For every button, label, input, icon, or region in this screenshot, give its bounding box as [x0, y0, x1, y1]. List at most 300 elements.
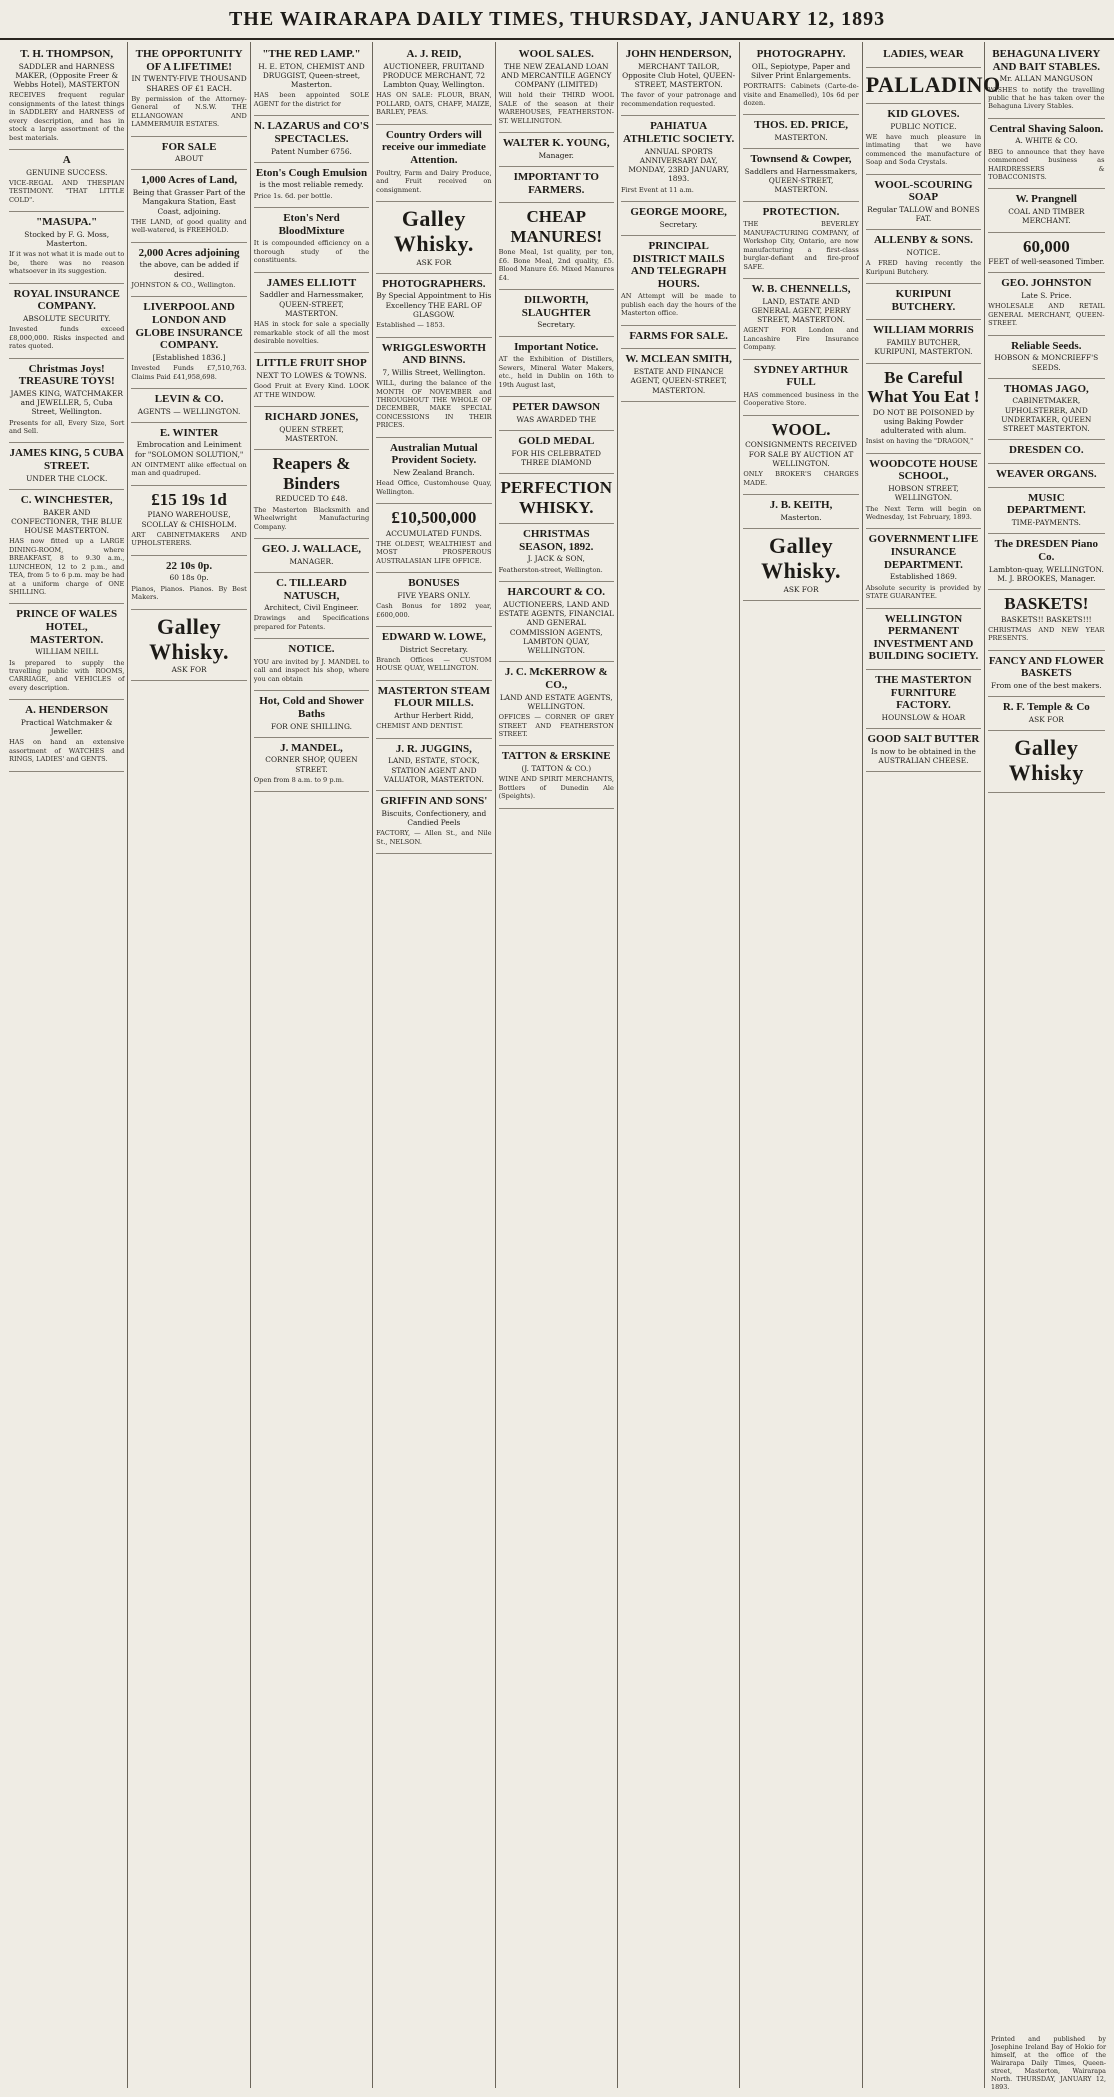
ad-subheading: SADDLER and HARNESS MAKER, (Opposite Freer & Webbs Hotel), MASTERTON	[13, 61, 120, 90]
ad-body: Drawings and Specifications prepared for Patents.	[253, 614, 370, 631]
ad-subheading: FIVE YEARS ONLY.	[397, 590, 471, 600]
ad-subheading: REDUCED TO £48.	[275, 494, 348, 504]
advertisement	[988, 731, 1104, 793]
ad-heading: GEO. J. WALLACE,	[261, 542, 362, 555]
ad-subheading: Is now to be obtained in the AUSTRALIAN CHEESE.	[870, 746, 976, 766]
advertisement	[254, 273, 369, 354]
ad-heading: WILLIAM MORRIS	[873, 324, 974, 337]
ad-body: Poultry, Farm and Dairy Produce, and Fruit received on consignment.	[376, 168, 492, 194]
ad-body: Pianos, Pianos. Pianos. By Best Makers.	[131, 584, 247, 602]
ad-heading: BONUSES	[408, 577, 460, 590]
ad-subheading: Regular TALLOW and BONES FAT.	[867, 204, 980, 224]
advertisement	[988, 44, 1104, 119]
ad-body: Will hold their THIRD WOOL SALE of the season at their WAREHOUSES, FEATHERSTON-ST. WELLINGTON.	[498, 91, 614, 125]
ad-heading: W. Prangnell	[1015, 193, 1077, 206]
column-6	[618, 42, 740, 2088]
advertisement	[866, 230, 981, 284]
advertisement	[499, 167, 614, 203]
ad-heading: J. MANDEL,	[280, 741, 343, 754]
ad-body: Head Office, Customhouse Quay, Wellington.	[376, 479, 492, 496]
ad-heading: "MASUPA."	[36, 216, 98, 229]
ad-subheading: HOUNSLOW & HOAR	[881, 713, 966, 723]
advertisement	[988, 697, 1104, 731]
ad-heading: PHOTOGRAPHY.	[756, 48, 846, 60]
ad-heading: CHEAP MANURES!	[510, 207, 603, 246]
ad-heading: Reliable Seeds.	[1011, 339, 1082, 352]
column-1	[6, 42, 128, 2088]
advertisement	[499, 474, 614, 524]
ad-heading: PRINCIPAL DISTRICT MAILS AND TELEGRAPH HOURS.	[630, 239, 727, 290]
ad-subheading: Saddlers and Harnessmakers, QUEEN-STREET, MASTERTON.	[744, 166, 858, 195]
ad-body: It is compounded efficiency on a thorough study of the constituents.	[253, 239, 370, 265]
ad-heading: Eton's Cough Emulsion	[255, 166, 368, 179]
advertisement	[866, 454, 981, 530]
ad-body: Good Fruit at Every Kind. LOOK AT THE WINDOW.	[253, 382, 370, 399]
ad-subheading: [Established 1836.]	[152, 352, 226, 362]
ad-body: YOU are invited by J. MANDEL to call and inspect his shop, where you can obtain	[253, 657, 370, 683]
ad-body: PORTRAITS: Cabinets (Carte-de-visite and Enamelled), 10s 6d per dozen.	[743, 82, 859, 108]
advertisement	[254, 44, 369, 116]
ad-subheading: Masterton.	[780, 512, 822, 522]
advertisement	[499, 582, 614, 662]
ad-heading: LITTLE FRUIT SHOP	[256, 357, 367, 370]
advertisement	[621, 116, 736, 202]
ad-body: Open from 8 a.m. to 9 p.m.	[253, 775, 344, 784]
ad-heading: THE OPPORTUNITY OF A LIFETIME!	[135, 48, 243, 73]
ad-heading: WOOL.	[771, 419, 831, 439]
advertisement	[254, 163, 369, 208]
advertisement	[866, 175, 981, 231]
ad-body: Bone Meal, 1st quality, per ton, £6. Bone Meal, 2nd quality, £5. Blood Manure £6. Mixed Manures £4.	[498, 248, 614, 282]
ad-heading: PAHIATUA ATHLETIC SOCIETY.	[623, 120, 735, 145]
ad-subheading: By Special Appointment to His Excellency THE EARL OF GLASGOW.	[376, 291, 492, 319]
ad-heading: NOTICE.	[288, 643, 335, 656]
ad-subheading: Established 1869.	[889, 572, 958, 582]
ad-heading: GEORGE MOORE,	[630, 205, 727, 218]
advertisement	[254, 353, 369, 407]
ad-heading: C. TILLEARD NATUSCH,	[276, 576, 347, 602]
ad-subheading: PIANO WAREHOUSE, SCOLLAY & CHISHOLM.	[141, 510, 237, 529]
ad-subheading: Arthur Herbert Ridd,	[394, 711, 474, 721]
advertisement	[499, 290, 614, 337]
advertisement	[499, 337, 614, 397]
ad-heading: W. MCLEAN SMITH,	[625, 353, 732, 366]
ad-body: ONLY BROKER'S CHARGES MADE.	[743, 470, 859, 487]
ad-heading: ALLENBY & SONS.	[873, 234, 973, 247]
advertisement	[376, 739, 491, 791]
advertisement	[621, 326, 736, 350]
ad-subheading: Secretary.	[537, 320, 576, 330]
ad-heading: PROTECTION.	[762, 205, 840, 218]
ad-heading: GOVERNMENT LIFE INSURANCE DEPARTMENT.	[868, 533, 979, 571]
advertisement	[988, 440, 1104, 464]
advertisement	[866, 104, 981, 175]
ad-heading: Country Orders will receive our immediate Attention.	[381, 128, 486, 166]
advertisement	[131, 423, 246, 486]
ad-subheading: CORNER SHOP, QUEEN STREET.	[265, 755, 358, 774]
advertisement	[499, 662, 614, 746]
advertisement	[499, 203, 614, 290]
advertisement	[743, 202, 858, 279]
masthead	[0, 0, 1114, 40]
advertisement	[866, 529, 981, 608]
advertisement	[131, 170, 246, 242]
ad-body: By permission of the Attorney-General of N.S.W. THE ELLANGOWAN AND LAMMERMUIR ESTATES.	[131, 94, 247, 129]
advertisement	[254, 450, 369, 539]
ad-subheading: ESTATE AND FINANCE AGENT, QUEEN-STREET, MASTERTON.	[630, 367, 727, 395]
column-8	[863, 42, 1001, 2088]
ad-body: Established — 1853.	[376, 321, 445, 330]
ad-heading: WOODCOTE HOUSE SCHOOL,	[869, 457, 978, 483]
ad-heading: £15 19s 1d	[151, 489, 227, 509]
column-5	[496, 42, 618, 2088]
ad-heading: FARMS FOR SALE.	[629, 329, 728, 342]
ad-heading: JOHN HENDERSON,	[625, 48, 732, 60]
ad-heading: CHRISTMAS SEASON, 1892.	[519, 528, 594, 553]
ad-heading: WALTER K. YOUNG,	[502, 137, 610, 150]
advertisement	[499, 431, 614, 474]
ad-body: WINE AND SPIRIT MERCHANTS, Bottlers of Dunedin Ale (Speights).	[498, 775, 614, 801]
ad-subheading: QUEEN STREET, MASTERTON.	[279, 424, 344, 444]
newspaper-title: THE WAIRARAPA DAILY TIMES, THURSDAY, JANUARY 12, 1893	[228, 8, 886, 30]
advertisement	[621, 202, 736, 236]
advertisement	[499, 397, 614, 431]
advertisement	[9, 604, 124, 700]
ad-subheading: ASK FOR	[416, 257, 452, 267]
ad-heading: THE MASTERTON FURNITURE FACTORY.	[875, 674, 972, 712]
ad-body: WISHES to notify the travelling public that he has taken over the Behaguna Livery Stables.	[988, 85, 1105, 111]
ad-heading: IMPORTANT TO FARMERS.	[513, 171, 599, 196]
ad-heading: PERFECTION WHISKY.	[500, 478, 612, 517]
ad-body: THE OLDEST, WEALTHIEST and MOST PROSPEROUS AUSTRALASIAN LIFE OFFICE.	[376, 539, 492, 565]
ad-heading: PRINCE OF WALES HOTEL, MASTERTON.	[16, 608, 118, 646]
ad-body: Presents for all, Every Size, Sort and Sell.	[9, 418, 125, 435]
ad-subheading: From one of the best makers.	[991, 680, 1102, 690]
ad-subheading: ASK FOR	[171, 665, 207, 675]
ad-heading: WEAVER ORGANS.	[995, 468, 1097, 481]
ad-subheading: MANAGER.	[289, 556, 334, 566]
ad-subheading: New Zealand Branch.	[393, 468, 475, 478]
advertisement	[988, 189, 1104, 232]
advertisement	[131, 556, 246, 610]
ad-subheading: WILLIAM NEILL	[35, 647, 99, 657]
ad-body: Cash Bonus for 1892 year, £600,000.	[376, 602, 492, 619]
ad-heading: HARCOURT & CO.	[507, 586, 605, 599]
ad-heading: WELLINGTON PERMANENT INVESTMENT AND BUILDING SOCIETY.	[868, 612, 979, 663]
ad-subheading: 7, Willis Street, Wellington.	[382, 367, 486, 377]
ad-subheading: A. WHITE & CO.	[1015, 136, 1078, 146]
advertisement	[743, 279, 858, 360]
ad-body: Absolute security is provided by STATE GUARANTEE.	[865, 583, 982, 601]
printer-imprint: Printed and published by Josephine Ireland Bay of Hokio for himself, at the office of the Wairarapa Daily Times, Queen-street, Masterton, Wairarapa North. THURSDAY, JANUARY 12, 1893.	[991, 2035, 1106, 2091]
advertisement	[376, 504, 491, 573]
ad-heading: LEVIN & CO.	[154, 392, 224, 405]
advertisement	[743, 416, 858, 495]
ad-body: THE BEVERLEY MANUFACTURING COMPANY, of Workshop City, Ontario, are now manufacturing a first-class burglar-defiant and fire-proof SAFE.	[743, 220, 859, 271]
ad-subheading: COAL AND TIMBER MERCHANT.	[1008, 207, 1085, 226]
ad-heading: FANCY AND FLOWER BASKETS	[988, 654, 1104, 680]
ad-subheading: AUCTIONEER, FRUITAND PRODUCE MERCHANT, 72 Lambton Quay, Wellington.	[382, 61, 486, 90]
advertisement	[743, 529, 858, 601]
advertisement	[9, 443, 124, 490]
advertisement	[743, 115, 858, 149]
ad-body: ART CABINETMAKERS AND UPHOLSTERERS.	[131, 530, 247, 548]
ad-subheading: Practical Watchmaker & Jeweller.	[20, 717, 113, 737]
ad-subheading: Biscuits, Confectionery, and Candied Peels	[381, 808, 487, 828]
ad-heading: Australian Mutual Provident Society.	[390, 441, 478, 467]
ad-subheading: the above, can be added if desired.	[139, 260, 239, 279]
advertisement	[866, 729, 981, 772]
ad-subheading: HOBSON & MONCRIEFF'S SEEDS.	[994, 353, 1099, 372]
ad-subheading: THE NEW ZEALAND LOAN AND MERCANTILE AGENCY COMPANY (LIMITED)	[501, 61, 612, 90]
advertisement	[743, 149, 858, 201]
ad-body: HAS on hand an extensive assortment of WATCHES and RINGS, LADIES' and GENTS.	[9, 738, 125, 764]
advertisement	[866, 670, 981, 729]
ad-heading: The DRESDEN Piano Co.	[994, 538, 1098, 563]
advertisement	[499, 524, 614, 582]
advertisement	[376, 44, 491, 125]
ad-body: Invested funds exceed £8,000,000. Risks inspected and rates quoted.	[9, 325, 125, 351]
ad-heading: Reapers & Binders	[272, 454, 351, 493]
ad-heading: 1,000 Acres of Land,	[141, 174, 238, 187]
ad-body: Insist on having the "DRAGON,"	[865, 437, 974, 446]
advertisement	[988, 651, 1104, 698]
ad-heading: J. C. McKERROW & CO.,	[504, 666, 608, 691]
ad-heading: MUSIC DEPARTMENT.	[1006, 491, 1086, 517]
ad-subheading: LAND AND ESTATE AGENTS, WELLINGTON.	[499, 692, 613, 711]
ad-heading: Christmas Joys! TREASURE TOYS!	[18, 362, 115, 388]
column-7	[740, 42, 862, 2088]
advertisement	[988, 590, 1104, 651]
ad-heading: RICHARD JONES,	[264, 411, 359, 424]
ad-subheading: ABOUT	[175, 154, 204, 164]
advertisement	[499, 746, 614, 808]
ad-subheading: Being that Grasser Part of the Mangakura Station, East Coast, adjoining.	[132, 188, 246, 216]
ad-heading: EDWARD W. LOWE,	[381, 631, 486, 644]
ad-subheading: FEET of well-seasoned Timber.	[988, 257, 1105, 267]
ad-body: WILL, during the balance of the MONTH OF NOVEMBER and THROUGHOUT THE WHOLE OF DECEMBER, MAKE SPECIAL CONCESSIONS IN THEIR PRICES.	[376, 379, 492, 430]
advertisement	[254, 691, 369, 738]
advertisement	[131, 389, 246, 423]
advertisement	[9, 359, 124, 444]
advertisement	[743, 44, 858, 115]
ad-heading: BASKETS!	[1004, 594, 1089, 613]
ad-heading: Be Careful What You Eat !	[867, 367, 980, 407]
advertisement	[9, 700, 124, 771]
ad-heading: GOOD SALT BUTTER	[867, 733, 980, 746]
advertisement	[865, 68, 1001, 104]
ad-heading: J. B. KEITH,	[769, 499, 833, 512]
ad-body: AGENT FOR London and Lancashire Fire Insurance Company.	[743, 326, 859, 352]
ad-subheading: MERCHANT TAILOR, Opposite Club Hotel, QUEEN-STREET, MASTERTON.	[622, 61, 736, 90]
ad-heading: KID GLOVES.	[887, 107, 960, 120]
ad-subheading: LAND, ESTATE, STOCK, STATION AGENT AND VALUATOR, MASTERTON.	[383, 756, 484, 784]
ad-heading: "THE RED LAMP."	[262, 48, 361, 60]
ad-subheading: Mr. ALLAN MANGUSON	[999, 74, 1094, 84]
advertisement	[254, 116, 369, 163]
advertisement	[499, 133, 614, 167]
advertisement	[131, 486, 246, 556]
ad-heading: T. H. THOMPSON,	[20, 48, 114, 60]
ad-heading: Galley Whisky.	[149, 613, 230, 664]
ad-body: The Masterton Blacksmith and Wheelwright Manufacturing Company.	[253, 505, 370, 531]
ad-heading: Galley Whisky	[1008, 735, 1084, 786]
ad-subheading: ANNUAL SPORTS ANNIVERSARY DAY, MONDAY, 23RD JANUARY, 1893.	[628, 146, 729, 184]
ad-subheading: Secretary.	[659, 219, 698, 229]
ad-body: If it was not what it is made out to be, there was no reason whatsoever in its suggestion.	[9, 250, 125, 276]
advertisement	[866, 44, 981, 68]
advertisement	[743, 495, 858, 529]
ad-heading: E. WINTER	[159, 426, 219, 439]
ad-heading: A. HENDERSON	[25, 704, 109, 717]
ad-body: Is prepared to supply the travelling public with ROOMS, CARRIAGE, and VEHICLES of every description.	[9, 658, 125, 692]
advertisement	[988, 464, 1104, 488]
advertisement	[743, 360, 858, 416]
ad-body: Price 1s. 6d. per bottle.	[253, 191, 333, 200]
ad-heading: MASTERTON STEAM FLOUR MILLS.	[377, 684, 490, 710]
advertisement	[131, 243, 246, 298]
ad-body: AT the Exhibition of Distillers, Sewers, Mineral Water Makers, etc., held in Dublin on 16th to 19th August last,	[498, 355, 614, 389]
ad-heading: 2,000 Acres adjoining	[138, 246, 240, 259]
ad-heading: SYDNEY ARTHUR FULL	[753, 363, 849, 389]
ad-subheading: GENUINE SUCCESS.	[26, 167, 108, 177]
ad-subheading: J. JACK & SON,	[527, 554, 585, 564]
ad-subheading: CONSIGNMENTS RECEIVED FOR SALE BY AUCTION AT WELLINGTON.	[745, 440, 857, 468]
advertisement	[9, 212, 124, 283]
ad-heading: A. J. REID,	[406, 48, 462, 60]
ad-body: HAS ON SALE: FLOUR, BRAN, POLLARD, OATS, CHAFF, MAIZE, BARLEY, PEAS.	[376, 91, 492, 117]
ad-subheading: (J. TATTON & CO.)	[521, 764, 592, 774]
advertisement	[131, 610, 246, 682]
advertisement	[376, 125, 491, 202]
advertisement	[866, 364, 981, 454]
ad-heading: DRESDEN CO.	[1009, 444, 1084, 457]
advertisement	[254, 407, 369, 450]
advertisement	[988, 336, 1104, 379]
ad-heading: A	[62, 154, 71, 167]
ad-body: HAS been appointed SOLE AGENT for the district for	[253, 91, 370, 108]
ad-subheading: Lambton-quay, WELLINGTON. M. J. BROOKES, Manager.	[988, 564, 1104, 583]
ad-subheading: IN TWENTY-FIVE THOUSAND SHARES OF £1 EACH.	[131, 74, 247, 93]
advertisement	[376, 573, 491, 627]
ad-body: CHRISTMAS AND NEW YEAR PRESENTS.	[988, 625, 1105, 643]
ad-subheading: NOTICE.	[906, 248, 941, 257]
ad-heading: Central Shaving Saloon.	[989, 122, 1104, 135]
ad-subheading: OIL, Sepiotype, Paper and Silver Print Enlargements.	[751, 61, 852, 80]
ad-heading: N. LAZARUS and CO'S SPECTACLES.	[254, 120, 369, 145]
advertisement	[254, 539, 369, 573]
ad-heading: LIVERPOOL AND LONDON AND GLOBE INSURANCE COMPANY.	[135, 301, 243, 352]
ad-heading: Townsend & Cowper,	[750, 153, 852, 166]
ad-subheading: ASK FOR	[1028, 714, 1064, 724]
ad-heading: JAMES ELLIOTT	[266, 276, 357, 289]
ad-heading: WOOL-SCOURING SOAP	[874, 178, 973, 204]
ad-heading: £10,500,000	[391, 508, 477, 528]
ad-subheading: District Secretary.	[399, 644, 469, 654]
advertisement	[376, 627, 491, 681]
ad-subheading: LAND, ESTATE AND GENERAL AGENT, PERRY STREET, MASTERTON.	[751, 296, 851, 325]
advertisement	[9, 490, 124, 604]
ad-heading: J. R. JUGGINS,	[395, 742, 472, 755]
ad-subheading: PUBLIC NOTICE.	[890, 121, 957, 131]
ad-subheading: Late S. Price.	[1021, 291, 1072, 301]
ad-subheading: H. E. ETON, CHEMIST AND DRUGGIST, Queen-street, Masterton.	[258, 61, 365, 90]
ad-subheading: BASKETS!! BASKETS!!!	[1000, 614, 1092, 624]
ad-subheading: DO NOT BE POISONED by using Baking Powder adulterated with alum.	[872, 407, 975, 436]
ad-heading: TATTON & ERSKINE	[501, 750, 611, 763]
ad-heading: ROYAL INSURANCE COMPANY.	[13, 287, 120, 313]
ad-subheading: TIME-PAYMENTS.	[1011, 517, 1081, 527]
ad-subheading: Stocked by F. G. Moss, Masterton.	[24, 229, 110, 249]
advertisement	[988, 534, 1104, 590]
ad-body: Branch Offices — CUSTOM HOUSE QUAY, WELLINGTON.	[376, 655, 492, 673]
advertisement	[866, 320, 981, 363]
advertisement	[376, 338, 491, 438]
ad-heading: GOLD MEDAL	[518, 434, 595, 447]
ad-heading: WRIGGLESWORTH AND BINNS.	[381, 341, 486, 367]
advertisement	[9, 150, 124, 212]
ad-heading: THOMAS JAGO,	[1003, 382, 1089, 395]
ad-heading: PHOTOGRAPHERS.	[382, 277, 486, 290]
ad-body: FACTORY, — Allen St., and Nile St., NELSON.	[376, 829, 492, 846]
advertisement	[254, 738, 369, 793]
ad-heading: THOS. ED. PRICE,	[754, 119, 848, 132]
advertisement	[988, 379, 1104, 441]
ad-heading: W. B. CHENNELLS,	[751, 283, 851, 295]
ad-body: WHOLESALE AND RETAIL GENERAL MERCHANT, QUEEN-STREET.	[988, 302, 1105, 328]
ad-subheading: ACCUMULATED FUNDS.	[385, 528, 482, 538]
advertisement	[376, 681, 491, 739]
ad-body: HAS commenced business in the Cooperative Store.	[743, 390, 859, 408]
ad-subheading: Architect, Civil Engineer.	[264, 603, 359, 613]
advertisement	[621, 44, 736, 116]
ad-body: Featherston-street, Wellington.	[498, 565, 603, 574]
ad-heading: 60,000	[1022, 236, 1070, 256]
ad-heading: FOR SALE	[161, 140, 217, 153]
ad-body: AN OINTMENT alike effectual on man and quadruped.	[131, 460, 247, 478]
advertisement	[376, 274, 491, 338]
advertisement	[376, 202, 491, 274]
ad-subheading: Patent Number 6756.	[271, 146, 352, 156]
ad-body: CHEMIST AND DENTIST.	[376, 722, 463, 731]
ad-body: The favor of your patronage and recommendation requested.	[620, 91, 737, 108]
ad-body: THE LAND, of good quality and well-watered, is FREEHOLD.	[131, 217, 247, 235]
ad-subheading: AGENTS — WELLINGTON.	[137, 406, 241, 416]
advertisement	[988, 233, 1104, 274]
ad-heading: Important Notice.	[514, 340, 599, 353]
ad-subheading: JAMES KING, WATCHMAKER and JEWELLER, 5, Cuba Street, Wellington.	[10, 388, 123, 417]
advertisement	[131, 297, 246, 389]
ad-subheading: BAKER AND CONFECTIONER, THE BLUE HOUSE MASTERTON.	[11, 507, 123, 536]
ad-heading: GEO. JOHNSTON	[1001, 277, 1092, 290]
ad-body: JOHNSTON & CO., Wellington.	[131, 280, 236, 289]
ad-subheading: Manager.	[538, 150, 574, 160]
ad-body: A FRED having recently the Kuripuni Butchery.	[865, 259, 982, 276]
ad-heading: JAMES KING, 5 CUBA STREET.	[9, 447, 124, 473]
advertisement	[254, 208, 369, 273]
ad-heading: GRIFFIN AND SONS'	[380, 795, 488, 808]
advertisement	[9, 284, 124, 359]
ad-heading: 22 10s 0p.	[166, 559, 213, 572]
ad-subheading: FOR ONE SHILLING.	[270, 721, 352, 731]
ad-subheading: FOR HIS CELEBRATED THREE DIAMOND	[511, 448, 601, 467]
column-4	[373, 42, 495, 2088]
ad-heading: R. F. Temple & Co	[1002, 701, 1090, 714]
ad-subheading: CABINETMAKER, UPHOLSTERER, AND UNDERTAKER, QUEEN STREET MASTERTON.	[1001, 396, 1092, 434]
ad-subheading: NEXT TO LOWES & TOWNS.	[256, 371, 367, 381]
ad-body: BEG to announce that they have commenced business as HAIRDRESSERS & TOBACCONISTS.	[988, 147, 1105, 182]
ad-body: OFFICES — CORNER OF GREY STREET AND FEATHERSTON STREET.	[498, 713, 614, 738]
